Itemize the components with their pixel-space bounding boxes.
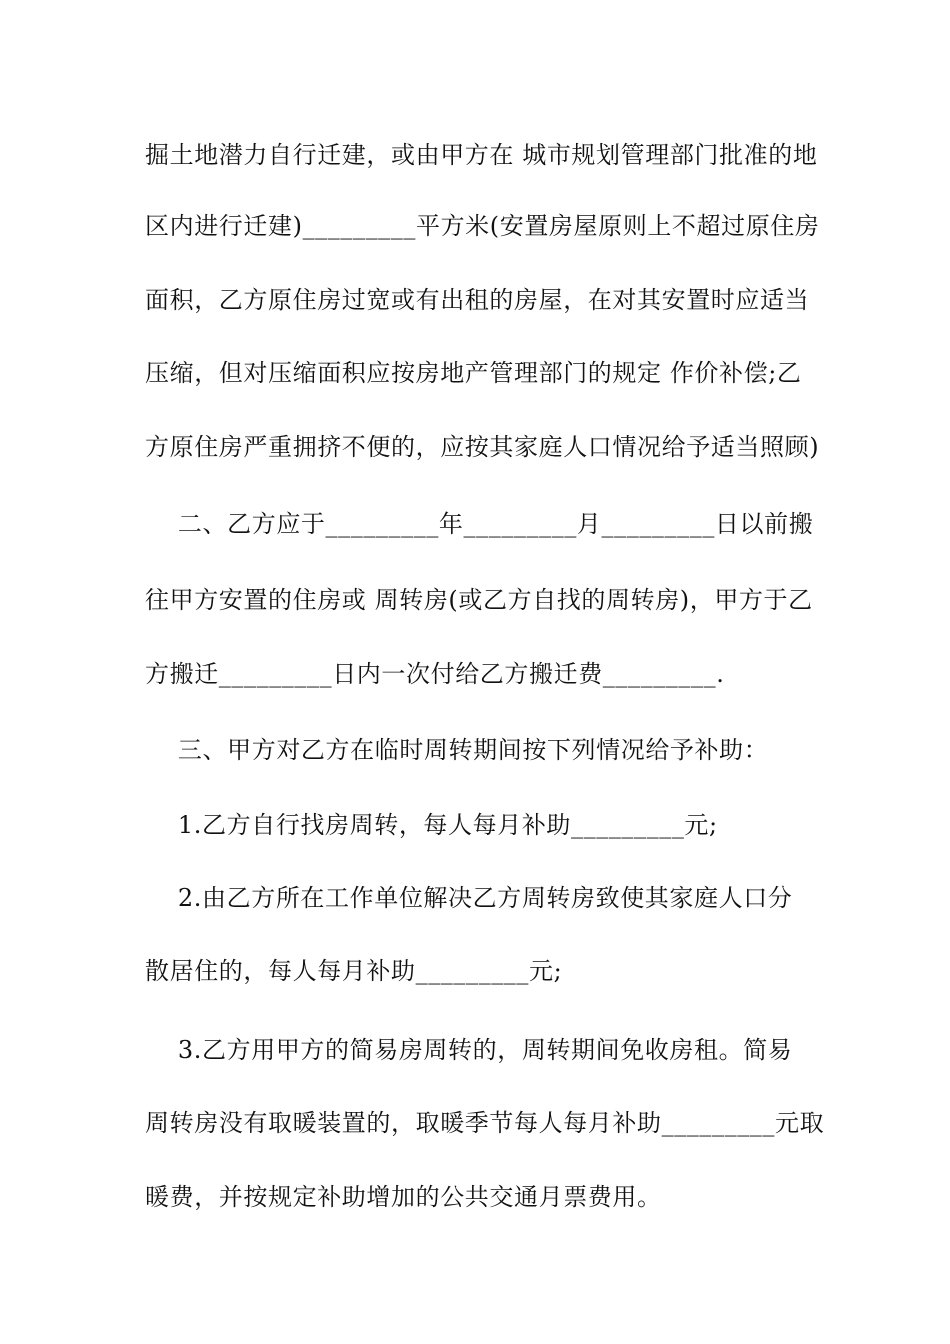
text-line: 散居住的，每人每月补助_________元;: [145, 957, 563, 985]
text-line: 二、乙方应于_________年_________月_________日以前搬: [145, 510, 814, 538]
text-line: 周转房没有取暖装置的，取暖季节每人每月补助_________元取: [145, 1109, 825, 1137]
text-line: 2.由乙方所在工作单位解决乙方周转房致使其家庭人口分: [145, 884, 793, 912]
text-line: 三、甲方对乙方在临时周转期间按下列情况给予补助：: [145, 736, 769, 764]
text-line: 区内进行迁建)_________平方米(安置房屋原则上不超过原住房: [145, 212, 820, 240]
text-line: 压缩，但对压缩面积应按房地产管理部门的规定 作价补偿;乙: [145, 359, 802, 387]
text-line: 往甲方安置的住房或 周转房(或乙方自找的周转房)，甲方于乙: [145, 586, 813, 614]
text-line: 暖费，并按规定补助增加的公共交通月票费用。: [145, 1183, 662, 1211]
text-line: 1.乙方自行找房周转，每人每月补助_________元;: [145, 811, 718, 839]
text-line: 方搬迁_________日内一次付给乙方搬迁费_________.: [145, 660, 725, 688]
text-line: 面积，乙方原住房过宽或有出租的房屋，在对其安置时应适当: [145, 286, 810, 314]
text-line: 3.乙方用甲方的简易房周转的，周转期间免收房租。简易: [145, 1036, 793, 1064]
text-line: 方原住房严重拥挤不便的，应按其家庭人口情况给予适当照顾): [145, 433, 820, 461]
text-line: 掘土地潜力自行迁建，或由甲方在 城市规划管理部门批准的地: [145, 141, 818, 169]
